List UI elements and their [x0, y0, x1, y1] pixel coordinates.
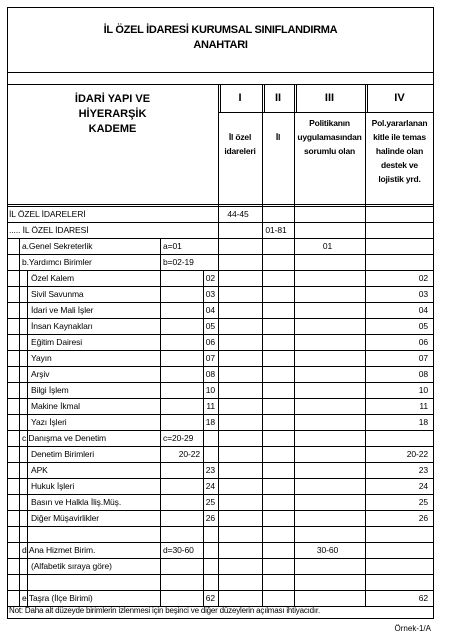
cell-col-4: 05 — [418, 321, 428, 331]
row-label: APK — [31, 465, 48, 475]
column-description-line: sorumlu olan — [304, 146, 355, 156]
row-label: Eğitim Dairesi — [31, 337, 83, 347]
cell-col-4: 25 — [418, 497, 428, 507]
header-column-divider — [218, 84, 219, 206]
row-rule — [7, 558, 434, 559]
cell-col-4: 62 — [418, 593, 428, 603]
row-label: ..... İL ÖZEL İDARESİ — [9, 225, 89, 235]
column-description-line: idareleri — [224, 146, 256, 156]
row-label: İL ÖZEL İDARELERİ — [9, 209, 86, 219]
row-rule — [7, 446, 434, 447]
section-label: b.Yardımcı Birimler — [22, 257, 92, 267]
row-rule — [7, 574, 434, 575]
column-description-4 — [365, 116, 434, 186]
cell-col-4: 07 — [418, 353, 428, 363]
row-number: 18 — [205, 417, 215, 427]
header-column-divider-double — [264, 84, 265, 112]
cell-col-2: 01-81 — [265, 225, 287, 235]
cell-col-4: 24 — [418, 481, 428, 491]
header-bottom-rule-2 — [7, 206, 434, 207]
row-label: Yazı İşleri — [31, 417, 67, 427]
cell-col-3: 01 — [322, 241, 333, 251]
header-hierarchy-label — [7, 84, 218, 206]
row-rule — [7, 526, 434, 527]
row-number: 02 — [205, 273, 215, 283]
header-column-divider — [365, 84, 366, 206]
row-number: 11 — [206, 401, 215, 411]
row-label: Bilgi İşlem — [31, 385, 69, 395]
row-number: 07 — [205, 353, 215, 363]
row-rule — [7, 318, 434, 319]
column-divider — [262, 206, 263, 606]
row-code: c=20-29 — [163, 433, 194, 443]
row-number: 62 — [205, 593, 215, 603]
row-number: 04 — [205, 305, 215, 315]
footnote: Not: Daha alt düzeyde birimlerin izlenmesi için beşinci ve diğer düzeylerin açılması ihtiyacıdır. — [9, 606, 320, 615]
cell-col-4: 04 — [418, 305, 428, 315]
row-rule — [7, 478, 434, 479]
cell-col-4: 10 — [418, 385, 428, 395]
header-column-divider-double — [220, 84, 221, 112]
row-label: İnsan Kaynakları — [31, 321, 93, 331]
header-mid-rule — [218, 112, 434, 113]
row-rule — [7, 366, 434, 367]
cell-col-3: 30-60 — [316, 545, 339, 555]
column-description-line: kitle ile temas — [373, 132, 426, 142]
row-rule — [7, 462, 434, 463]
column-number-3: III — [324, 92, 335, 104]
header-left-line-3: KADEME — [88, 123, 137, 135]
row-rule — [7, 510, 434, 511]
cell-col-4: 08 — [418, 369, 428, 379]
row-label: (Alfabetik sıraya göre) — [31, 561, 112, 571]
row-rule — [7, 286, 434, 287]
row-number: 08 — [205, 369, 215, 379]
row-number: 23 — [205, 465, 215, 475]
row-rule — [7, 334, 434, 335]
column-description-line: Pol.yararlanan — [371, 118, 428, 128]
column-description-line: İl özel — [228, 132, 252, 142]
column-description-line: Politikanın — [309, 118, 350, 128]
header-left-line-1: İDARİ YAPI VE — [74, 93, 151, 105]
row-code: b=02-19 — [163, 257, 194, 267]
row-rule — [7, 222, 434, 223]
row-rule — [7, 302, 434, 303]
row-number: 06 — [205, 337, 215, 347]
cell-col-4: 26 — [418, 513, 428, 523]
column-number-1: I — [238, 92, 242, 104]
row-rule — [7, 254, 434, 255]
column-divider — [294, 206, 295, 606]
column-divider — [218, 206, 219, 606]
section-label: d.Ana Hizmet Birim. — [22, 545, 96, 555]
row-number: 10 — [205, 385, 215, 395]
row-number: 24 — [205, 481, 215, 491]
column-number-4: IV — [394, 92, 405, 104]
title-line-2: ANAHTARI — [193, 39, 248, 51]
row-label: Diğer Müşavirlikler — [31, 513, 100, 523]
cell-col-4: 18 — [418, 417, 428, 427]
row-label: Yayın — [31, 353, 52, 363]
column-description-line: halinde olan — [375, 146, 424, 156]
section-label: e.Taşra (İlçe Birimi) — [22, 593, 93, 603]
row-code: a=01 — [163, 241, 182, 251]
section-label: c.Danışma ve Denetim — [22, 433, 106, 443]
row-number: 26 — [205, 513, 215, 523]
row-code: 20-22 — [178, 449, 200, 459]
column-description-2 — [262, 130, 294, 144]
row-label: Basın ve Halkla İliş.Müş. — [31, 497, 122, 507]
row-number: 03 — [205, 289, 215, 299]
header-column-divider — [294, 84, 295, 206]
document-title — [7, 7, 434, 73]
column-divider — [365, 206, 366, 606]
code-column-divider — [160, 238, 161, 606]
row-label: Sivil Savunma — [31, 289, 84, 299]
level-1-indent-rule — [19, 238, 20, 606]
cell-col-4: 06 — [418, 337, 428, 347]
cell-col-4: 11 — [419, 401, 428, 411]
cell-col-4: 23 — [418, 465, 428, 475]
sample-label: Örnek-1/A — [394, 624, 431, 633]
row-number: 25 — [205, 497, 215, 507]
row-number: 05 — [205, 321, 215, 331]
column-number-2: II — [274, 92, 282, 104]
column-description-3 — [294, 116, 365, 158]
row-rule — [7, 430, 434, 431]
row-label: İdari ve Mali İşler — [31, 305, 94, 315]
row-rule — [7, 542, 434, 543]
header-bottom-rule-1 — [7, 204, 434, 205]
header-column-divider-double — [296, 84, 297, 112]
column-description-line: İl — [275, 132, 281, 142]
cell-col-4: 03 — [418, 289, 428, 299]
header-column-divider — [262, 84, 263, 206]
column-description-line: lojistik yrd. — [378, 174, 421, 184]
row-rule — [7, 494, 434, 495]
column-description-line: uygulamasından — [297, 132, 362, 142]
cell-col-4: 20-22 — [406, 449, 428, 459]
row-label: Makine İkmal — [31, 401, 80, 411]
row-label: Özel Kalem — [31, 273, 74, 283]
column-description-line: destek ve — [381, 160, 418, 170]
header-left-line-2: HİYERARŞİK — [78, 108, 147, 120]
row-rule — [7, 270, 434, 271]
cell-col-1: 44-45 — [227, 209, 249, 219]
cell-col-4: 02 — [418, 273, 428, 283]
row-rule — [7, 398, 434, 399]
section-label: a.Genel Sekreterlik — [22, 241, 93, 251]
title-line-1: İL ÖZEL İDARESİ KURUMSAL SINIFLANDIRMA — [103, 24, 338, 36]
row-rule — [7, 414, 434, 415]
row-code: d=30-60 — [163, 545, 194, 555]
row-rule — [7, 590, 434, 591]
row-label: Denetim Birimleri — [31, 449, 95, 459]
header-column-divider-double — [367, 84, 368, 112]
row-label: Hukuk İşleri — [31, 481, 75, 491]
row-rule — [7, 238, 434, 239]
row-rule — [7, 350, 434, 351]
row-label: Arşiv — [31, 369, 50, 379]
row-rule — [7, 382, 434, 383]
column-description-1 — [218, 130, 262, 158]
